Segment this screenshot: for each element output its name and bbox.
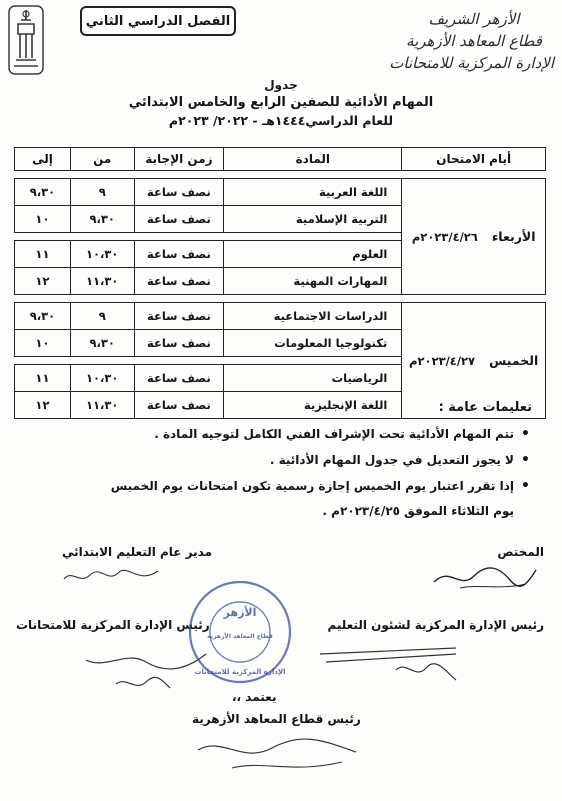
table-header-row [15,148,546,171]
subject-cell: اللغة الإنجليزية [224,392,402,419]
duration-cell: نصف ساعة [134,330,224,357]
head-sector-title: رئيس قطاع المعاهد الأزهرية [192,712,361,726]
official-stamp-icon [186,578,294,686]
to-cell: ١٢ [15,392,71,419]
header-day: أيام الامتحان [402,148,546,171]
to-cell: ١٢ [15,268,71,295]
table-row [15,303,546,330]
day-name: الأربعاء [491,229,536,244]
approved-label: يعتمد ،، [232,690,277,704]
subject-cell: الدراسات الاجتماعية [224,303,402,330]
instruction-continuation: يوم الثلاثاء الموفق ٢٠٢٣/٤/٢٥م . [322,504,514,518]
head-education-signature-icon [316,640,466,690]
from-cell: ٩،٣٠ [70,330,134,357]
duration-cell: نصف ساعة [134,206,224,233]
specialist-signature-icon [430,560,540,594]
to-cell: ١٠ [15,206,71,233]
schedule-table [14,147,546,419]
instructions-heading: تعليمات عامة : [438,400,532,415]
title-line: للعام الدراسي١٤٤٤هـ - ٢٠٢٢/ ٢٠٢٣م [168,113,394,128]
duration-cell: نصف ساعة [134,241,224,268]
subject-cell: الرياضيات [224,365,402,392]
day-date: ٢٠٢٣/٤/٢٧م [409,354,476,368]
header-from: من [70,148,134,171]
spacer-row [15,295,546,303]
day-date: ٢٠٢٣/٤/٢٦م [411,230,478,244]
spacer-row [15,171,546,179]
subject-cell: التربية الإسلامية [224,206,402,233]
institution-header [389,8,554,74]
header-duration: زمن الإجابة [134,148,224,171]
header-subject: المادة [224,148,402,171]
day-cell [402,179,546,295]
to-cell: ١١ [15,241,71,268]
instruction-item: • لا يجوز التعديل في جدول المهام الأدائية . [32,447,514,473]
table-row [15,179,546,206]
to-cell: ١٠ [15,330,71,357]
duration-cell: نصف ساعة [134,268,224,295]
stamp-text: الإدارة المركزية للامتحانات [194,668,286,676]
from-cell: ٩ [70,179,134,206]
from-cell: ١٠،٣٠ [70,365,134,392]
stamp-text: قطاع المعاهد الأزهرية [207,633,273,640]
subject-cell: المهارات المهنية [224,268,402,295]
gm-primary-title: مدير عام التعليم الابتدائي [62,545,213,559]
specialist-title: المختص [497,545,544,559]
from-cell: ١١،٣٠ [70,392,134,419]
head-sector-signature-icon [192,730,362,780]
head-exams-title: رئيس الإدارة المركزية للامتحانات [16,618,210,632]
to-cell: ٩،٣٠ [15,303,71,330]
from-cell: ٩،٣٠ [70,206,134,233]
gm-primary-signature-icon [58,565,168,589]
title-line: جدول [264,78,298,92]
subject-cell: اللغة العربية [224,179,402,206]
from-cell: ٩ [70,303,134,330]
duration-cell: نصف ساعة [134,365,224,392]
duration-cell: نصف ساعة [134,303,224,330]
document-titles [0,78,562,128]
to-cell: ٩،٣٠ [15,179,71,206]
instruction-item: • تتم المهام الأدائية تحت الإشراف الفني الكامل لتوجيه المادة . [32,421,514,447]
subject-cell: العلوم [224,241,402,268]
term-label: الفصل الدراسي الثاني [80,6,236,36]
to-cell: ١١ [15,365,71,392]
from-cell: ١٠،٣٠ [70,241,134,268]
institution-line: قطاع المعاهد الأزهرية [406,32,542,50]
from-cell: ١١،٣٠ [70,268,134,295]
stamp-text: الأزهر [223,606,257,619]
general-instructions [32,400,532,523]
institution-line: الأزهر الشريف [428,10,520,28]
header-to: إلى [15,148,71,171]
duration-cell: نصف ساعة [134,179,224,206]
instruction-item: • إذا تقرر اعتبار يوم الخميس إجازة رسمية تكون امتحانات يوم الخميس [32,473,514,499]
day-name: الخميس [489,353,539,368]
duration-cell: نصف ساعة [134,392,224,419]
instructions-list [32,421,532,499]
title-line: المهام الأدائية للصفين الرابع والخامس الابتدائي [128,95,434,110]
institution-line: الإدارة المركزية للامتحانات [389,54,554,72]
al-azhar-emblem-icon [6,4,46,76]
head-education-title: رئيس الإدارة المركزية لشئون التعليم [327,618,544,632]
subject-cell: تكنولوجيا المعلومات [224,330,402,357]
